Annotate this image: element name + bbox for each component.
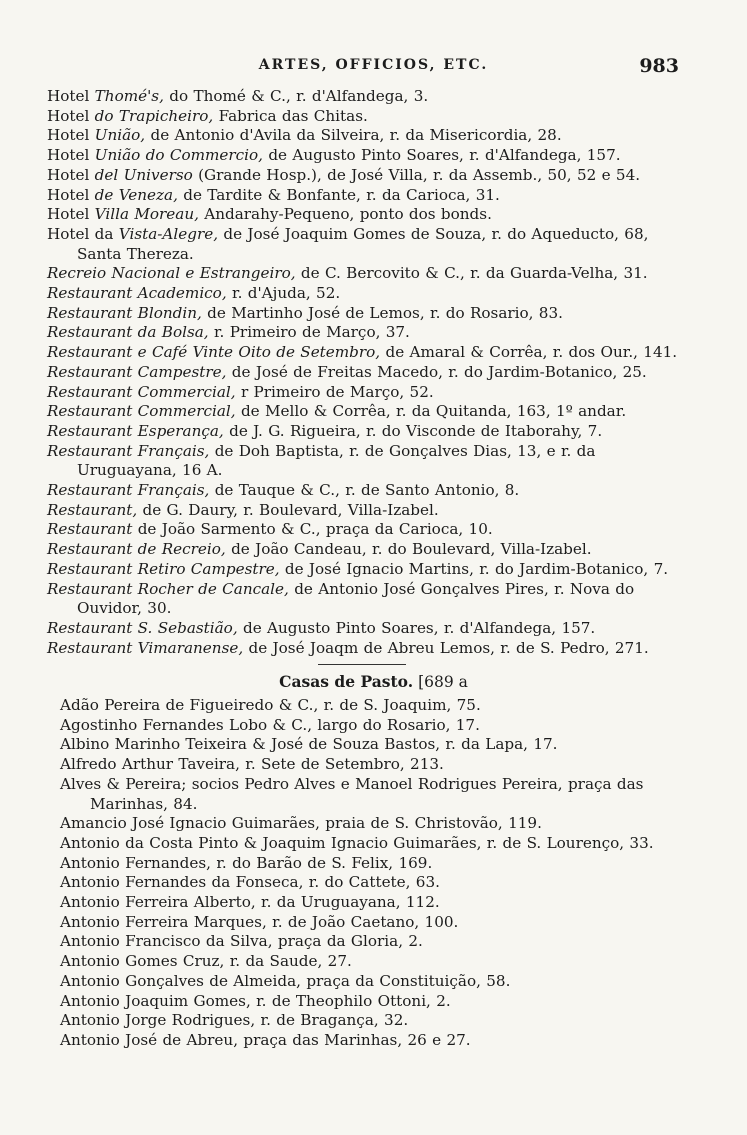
entry-name: Recreio Nacional e Estrangeiro, xyxy=(47,264,296,283)
running-title: ARTES, OFFICIOS, ETC. xyxy=(258,57,489,73)
entry-lead: Hotel xyxy=(47,205,90,224)
list-item xyxy=(47,323,687,343)
entry-details: Fabrica das Chitas. xyxy=(218,106,368,125)
list-item xyxy=(47,166,687,186)
entry-details: (Grande Hosp.), de José Villa, r. da Assemb., 50, 52 e 54. xyxy=(198,165,641,184)
list-item xyxy=(47,343,687,363)
entry-name: del Universo xyxy=(94,165,193,184)
list-item: Antonio Francisco da Silva, praça da Gloria, 2. xyxy=(60,932,423,951)
entry-name: Restaurant Vimaranense, xyxy=(47,638,244,657)
section-divider xyxy=(318,664,406,665)
entry-details: de Martinho José de Lemos, r. do Rosario, 83. xyxy=(207,303,563,322)
entry-name: Restaurant xyxy=(47,520,133,539)
entry-name: Restaurant e Café Vinte Oito de Setembro, xyxy=(47,343,381,362)
entry-details: de Tardite & Bonfante, r. da Carioca, 31. xyxy=(183,185,500,204)
entry-name: União do Commercio, xyxy=(94,146,263,165)
entry-lead: Hotel xyxy=(47,87,90,105)
entry-details: de João Candeau, r. do Boulevard, Villa-Izabel. xyxy=(231,540,592,559)
entry-name: Restaurant Blondin, xyxy=(47,303,202,322)
section-heading xyxy=(0,672,747,691)
entry-lead: Hotel da xyxy=(47,224,114,243)
list-item xyxy=(47,580,687,619)
list-item xyxy=(47,225,687,264)
section-ref: [689 a xyxy=(418,673,468,691)
entry-lead: Hotel xyxy=(47,185,90,204)
list-item: Alves & Pereira; socios Pedro Alves e Manoel Rodrigues Pereira, praça das Marinhas, 84. xyxy=(60,774,644,813)
entry-name: Restaurant Retiro Campestre, xyxy=(47,559,280,578)
entry-name: Restaurant Commercial, xyxy=(47,402,236,421)
list-item xyxy=(47,186,687,206)
list-item xyxy=(47,422,687,442)
list-item xyxy=(47,284,687,304)
list-item xyxy=(47,146,687,166)
list-item xyxy=(47,442,687,481)
entry-details: r Primeiro de Março, 52. xyxy=(240,382,434,401)
list-item: Antonio Ferreira Marques, r. de João Caetano, 100. xyxy=(60,912,459,931)
entry-details: de Mello & Corrêa, r. da Quitanda, 163, 1º andar. xyxy=(240,402,627,421)
list-item xyxy=(47,639,687,659)
entry-details: de Augusto Pinto Soares, r. d'Alfandega, 157. xyxy=(268,146,621,165)
entry-lead: Hotel xyxy=(47,106,90,125)
list-item: Antonio Joaquim Gomes, r. de Theophilo Ottoni, 2. xyxy=(60,991,451,1010)
list-item xyxy=(47,619,687,639)
entry-name: União, xyxy=(94,126,146,145)
entry-details: de João Sarmento & C., praça da Carioca, 10. xyxy=(137,520,493,539)
list-item xyxy=(47,402,687,422)
list-item: Antonio José de Abreu, praça das Marinhas, 26 e 27. xyxy=(60,1030,471,1049)
page-header xyxy=(0,55,747,79)
entry-details: de J. G. Rigueira, r. do Visconde de Itaborahy, 7. xyxy=(229,421,603,440)
entry-details: r. d'Ajuda, 52. xyxy=(232,284,341,303)
entry-name: Restaurant de Recreio, xyxy=(47,540,226,559)
entry-lead: Hotel xyxy=(47,165,90,184)
entry-details: de Antonio José Gonçalves Pires, r. Nova do Ouvidor, 30. xyxy=(77,579,635,618)
list-item xyxy=(47,363,687,383)
entry-details: de C. Bercovito & C., r. da Guarda-Velha, 31. xyxy=(300,264,648,283)
list-item xyxy=(47,205,687,225)
entry-details: r. Primeiro de Março, 37. xyxy=(213,323,410,342)
entry-name: Restaurant Rocher de Cancale, xyxy=(47,579,289,598)
entry-details: de José Joaquim Gomes de Souza, r. do Aqueducto, 68, Santa Thereza. xyxy=(77,224,649,263)
list-item xyxy=(47,126,687,146)
entry-details: de Tauque & C., r. de Santo Antonio, 8. xyxy=(214,481,520,500)
entry-details: de José Joaqm de Abreu Lemos, r. de S. Pedro, 271. xyxy=(248,638,649,657)
entry-name: Thomé's, xyxy=(94,87,164,105)
list-item xyxy=(47,501,687,521)
entry-name: de Veneza, xyxy=(94,185,178,204)
entry-name: Vista-Alegre, xyxy=(118,224,219,243)
entry-details: de Doh Baptista, r. de Gonçalves Dias, 13, e r. da Uruguayana, 16 A. xyxy=(77,441,596,480)
list-item xyxy=(47,520,687,540)
entry-details: Andarahy-Pequeno, ponto dos bonds. xyxy=(204,205,492,224)
list-item: Antonio Jorge Rodrigues, r. de Bragança, 32. xyxy=(60,1011,409,1030)
list-item: Alfredo Arthur Taveira, r. Sete de Setembro, 213. xyxy=(60,755,444,774)
entry-lead: Hotel xyxy=(47,146,90,165)
list-item xyxy=(47,383,687,403)
list-item xyxy=(47,481,687,501)
entry-name: do Trapicheiro, xyxy=(94,106,214,125)
list-item xyxy=(47,540,687,560)
list-item xyxy=(47,560,687,580)
section-title: Casas de Pasto. xyxy=(279,672,414,691)
entry-name: Restaurant Commercial, xyxy=(47,382,236,401)
list-item: Antonio Gonçalves de Almeida, praça da Constituição, 58. xyxy=(60,971,511,990)
entry-details: do Thomé & C., r. d'Alfandega, 3. xyxy=(169,87,429,105)
entry-name: Restaurant, xyxy=(47,500,138,519)
entry-name: Restaurant da Bolsa, xyxy=(47,323,209,342)
entry-lead: Hotel xyxy=(47,126,90,145)
list-item: Amancio José Ignacio Guimarães, praia de S. Christovão, 119. xyxy=(60,814,542,833)
entry-details: de José Ignacio Martins, r. do Jardim-Botanico, 7. xyxy=(284,559,669,578)
hotels-restaurants-list xyxy=(47,87,687,658)
entry-name: Restaurant Campestre, xyxy=(47,362,227,381)
list-item: Albino Marinho Teixeira & José de Souza Bastos, r. da Lapa, 17. xyxy=(60,735,558,754)
entry-name: Villa Moreau, xyxy=(94,205,199,224)
list-item xyxy=(47,264,687,284)
casas-de-pasto-list xyxy=(60,696,696,1051)
list-item: Antonio Gomes Cruz, r. da Saude, 27. xyxy=(60,952,352,971)
list-item: Antonio da Costa Pinto & Joaquim Ignacio Guimarães, r. de S. Lourenço, 33. xyxy=(60,833,654,852)
list-item xyxy=(47,107,687,127)
list-item: Agostinho Fernandes Lobo & C., largo do Rosario, 17. xyxy=(60,715,480,734)
entry-details: de José de Freitas Macedo, r. do Jardim-Botanico, 25. xyxy=(231,362,647,381)
list-item: Antonio Fernandes, r. do Barão de S. Felix, 169. xyxy=(60,853,433,872)
list-item: Antonio Fernandes da Fonseca, r. do Cattete, 63. xyxy=(60,873,440,892)
entry-details: de G. Daury, r. Boulevard, Villa-Izabel. xyxy=(142,500,439,519)
page-number: 983 xyxy=(639,55,679,77)
entry-name: Restaurant Esperança, xyxy=(47,421,224,440)
entry-name: Restaurant S. Sebastião, xyxy=(47,618,238,637)
entry-details: de Antonio d'Avila da Silveira, r. da Misericordia, 28. xyxy=(150,126,562,145)
list-item xyxy=(47,304,687,324)
list-item xyxy=(47,87,687,107)
entry-name: Restaurant Français, xyxy=(47,441,210,460)
entry-details: de Augusto Pinto Soares, r. d'Alfandega, 157. xyxy=(242,618,596,637)
entry-name: Restaurant Français, xyxy=(47,481,210,500)
list-item: Adão Pereira de Figueiredo & C., r. de S. Joaquim, 75. xyxy=(60,696,481,714)
entry-name: Restaurant Academico, xyxy=(47,284,227,303)
list-item: Antonio Ferreira Alberto, r. da Uruguayana, 112. xyxy=(60,893,440,912)
entry-details: de Amaral & Corrêa, r. dos Our., 141. xyxy=(385,343,678,362)
